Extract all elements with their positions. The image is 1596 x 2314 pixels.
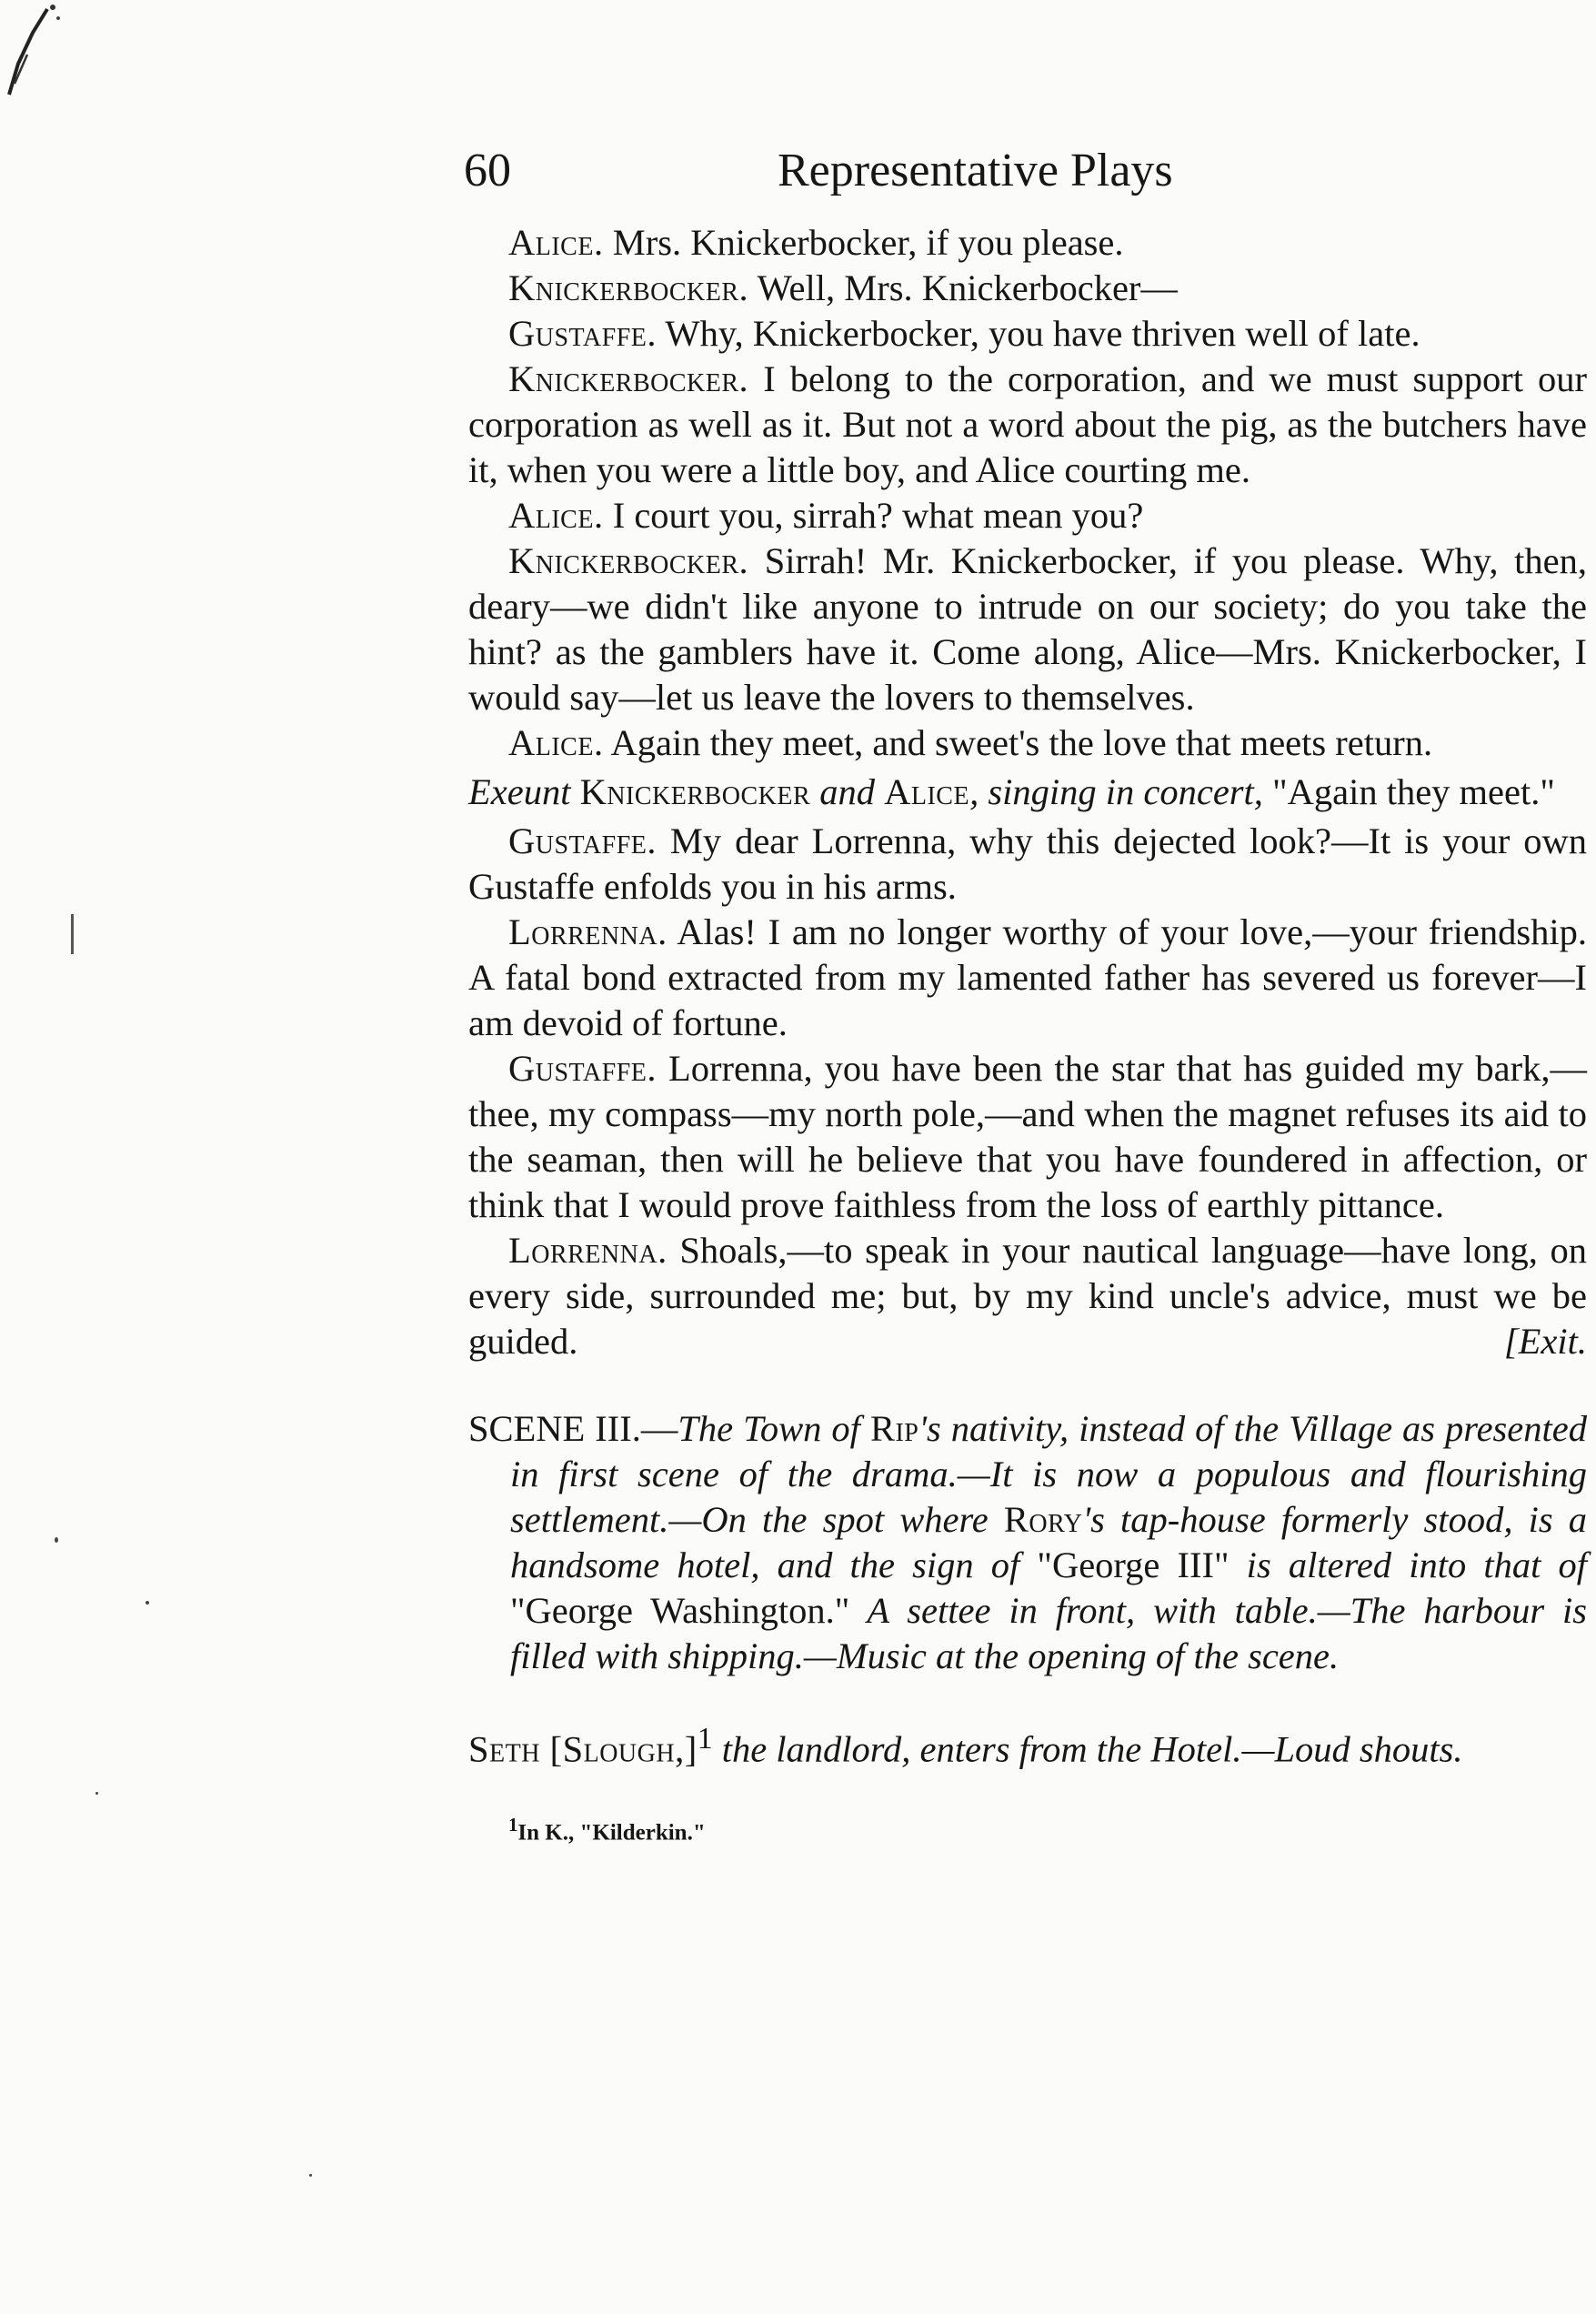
- speech: I belong to the corporation, and we must support our corporation as well as it. But not a word about the pig, as the butchers have it, when you were a little boy, and Alice courting me.: [468, 358, 1587, 490]
- speaker: Lorrenna.: [508, 1230, 668, 1271]
- margin-speck: [55, 1537, 58, 1543]
- speech: My dear Lorrenna, why this dejected look?—It is your own Gustaffe enfolds you in his arms.: [468, 820, 1587, 907]
- exeunt-word: Exeunt: [468, 771, 571, 812]
- character-name: Alice: [884, 771, 970, 812]
- stage-text: the landlord, enters from the Hotel.—Loud shouts.: [712, 1728, 1463, 1769]
- speaker: Lorrenna.: [508, 911, 668, 952]
- margin-speck: [146, 1601, 149, 1605]
- margin-speck: [309, 2174, 312, 2177]
- footnote-marker: 1: [508, 1813, 518, 1836]
- dialogue-line: [468, 910, 1587, 1046]
- scene-desc: 's tap-house formerly stood, is a handsome hotel, and the sign of: [510, 1499, 1587, 1585]
- speech: Sirrah! Mr. Knickerbocker, if you please. Why, then, deary—we didn't like anyone to intrude on our society; do you take the hint? as the gamblers have it. Come along, Alice—Mrs. Knickerbocker, I would say—let us leave the lovers to themselves.: [468, 540, 1587, 718]
- page-body: [468, 220, 1587, 1871]
- sign-name: "George Washington.": [510, 1590, 850, 1631]
- speaker: Knickerbocker.: [508, 267, 749, 308]
- running-title: Representative Plays: [778, 145, 1173, 196]
- scene-number: SCENE III.—: [468, 1408, 678, 1449]
- dialogue-line: [468, 357, 1587, 493]
- character-name: Seth: [468, 1728, 540, 1769]
- pen-stroke-mark: [5, 0, 69, 100]
- speaker: Alice.: [508, 722, 604, 763]
- dialogue-line: [468, 311, 1587, 357]
- scene-desc: A settee in front, with table.—The harbour is filled with shipping.—Music at the opening of the scene.: [510, 1590, 1588, 1676]
- footnote-ref: 1: [697, 1721, 713, 1756]
- speech: Well, Mrs. Knickerbocker—: [748, 267, 1178, 308]
- dialogue-line: [468, 538, 1587, 720]
- character-name: Rip: [869, 1408, 919, 1449]
- stage-entry: [468, 1716, 1587, 1773]
- character-name: Rory: [1003, 1499, 1083, 1540]
- dialogue-line: [468, 720, 1587, 766]
- speaker: Knickerbocker.: [508, 540, 749, 581]
- footnote-text: In K., "Kilderkin.": [517, 1819, 706, 1845]
- dialogue-line: [468, 220, 1587, 266]
- page-header: [464, 135, 1596, 207]
- dialogue-line: [468, 493, 1587, 538]
- margin-mark: [71, 914, 74, 954]
- speech: I court you, sirrah? what mean you?: [603, 495, 1144, 536]
- character-alias: [Slough,]: [539, 1728, 698, 1769]
- speech: Mrs. Knickerbocker, if you please.: [603, 222, 1124, 263]
- speech: Lorrenna, you have been the star that has guided my bark,—thee, my compass—my north pole,—and when the magnet refuses its aid to the seaman, then will he believe that you have foundered in affection, or think that I would prove faithless from the loss of earthly pittance.: [468, 1048, 1587, 1225]
- conjunction: and: [810, 771, 885, 812]
- speech: Again they meet, and sweet's the love that meets return.: [603, 722, 1433, 763]
- song-title: "Again they meet.": [1262, 771, 1555, 812]
- speaker: Knickerbocker.: [508, 358, 749, 399]
- scene-desc: The Town of: [678, 1408, 870, 1449]
- speaker: Gustaffe.: [508, 313, 657, 354]
- speech: Alas! I am no longer worthy of your love,—your friendship. A fatal bond extracted from my lamented father has severed us forever—I am devoid of fortune.: [468, 911, 1587, 1043]
- dialogue-line: [468, 266, 1587, 311]
- stage-direction: [468, 770, 1587, 815]
- dialogue-line: [468, 1046, 1587, 1228]
- scene-desc: is altered into that of: [1229, 1544, 1587, 1585]
- margin-speck: [95, 1792, 98, 1795]
- sign-name: "George III": [1037, 1544, 1230, 1585]
- dialogue-line: [468, 819, 1587, 910]
- speaker: Gustaffe.: [508, 820, 657, 861]
- speech: Shoals,—to speak in your nautical language—have long, on every side, surrounded me; but, by my kind uncle's advice, must we be guided.: [468, 1230, 1587, 1362]
- page-number: 60: [464, 145, 511, 196]
- scene-desc: 's nativity, instead of the Village as presented in first scene of the drama.—It is now a populous and flourishing settlement.—On the spot where: [510, 1408, 1588, 1540]
- speaker: Alice.: [508, 222, 604, 263]
- stage-text: , singing in concert,: [969, 771, 1263, 812]
- scene-heading: [468, 1406, 1587, 1679]
- character-name: Knickerbocker: [579, 771, 811, 812]
- speech: Why, Knickerbocker, you have thriven well of late.: [657, 313, 1420, 354]
- speaker: Alice.: [508, 495, 604, 536]
- speaker: Gustaffe.: [508, 1048, 657, 1089]
- dialogue-line: [468, 1228, 1587, 1364]
- footnote: [468, 1809, 1587, 1848]
- exit-direction: [Exit.: [1503, 1321, 1587, 1362]
